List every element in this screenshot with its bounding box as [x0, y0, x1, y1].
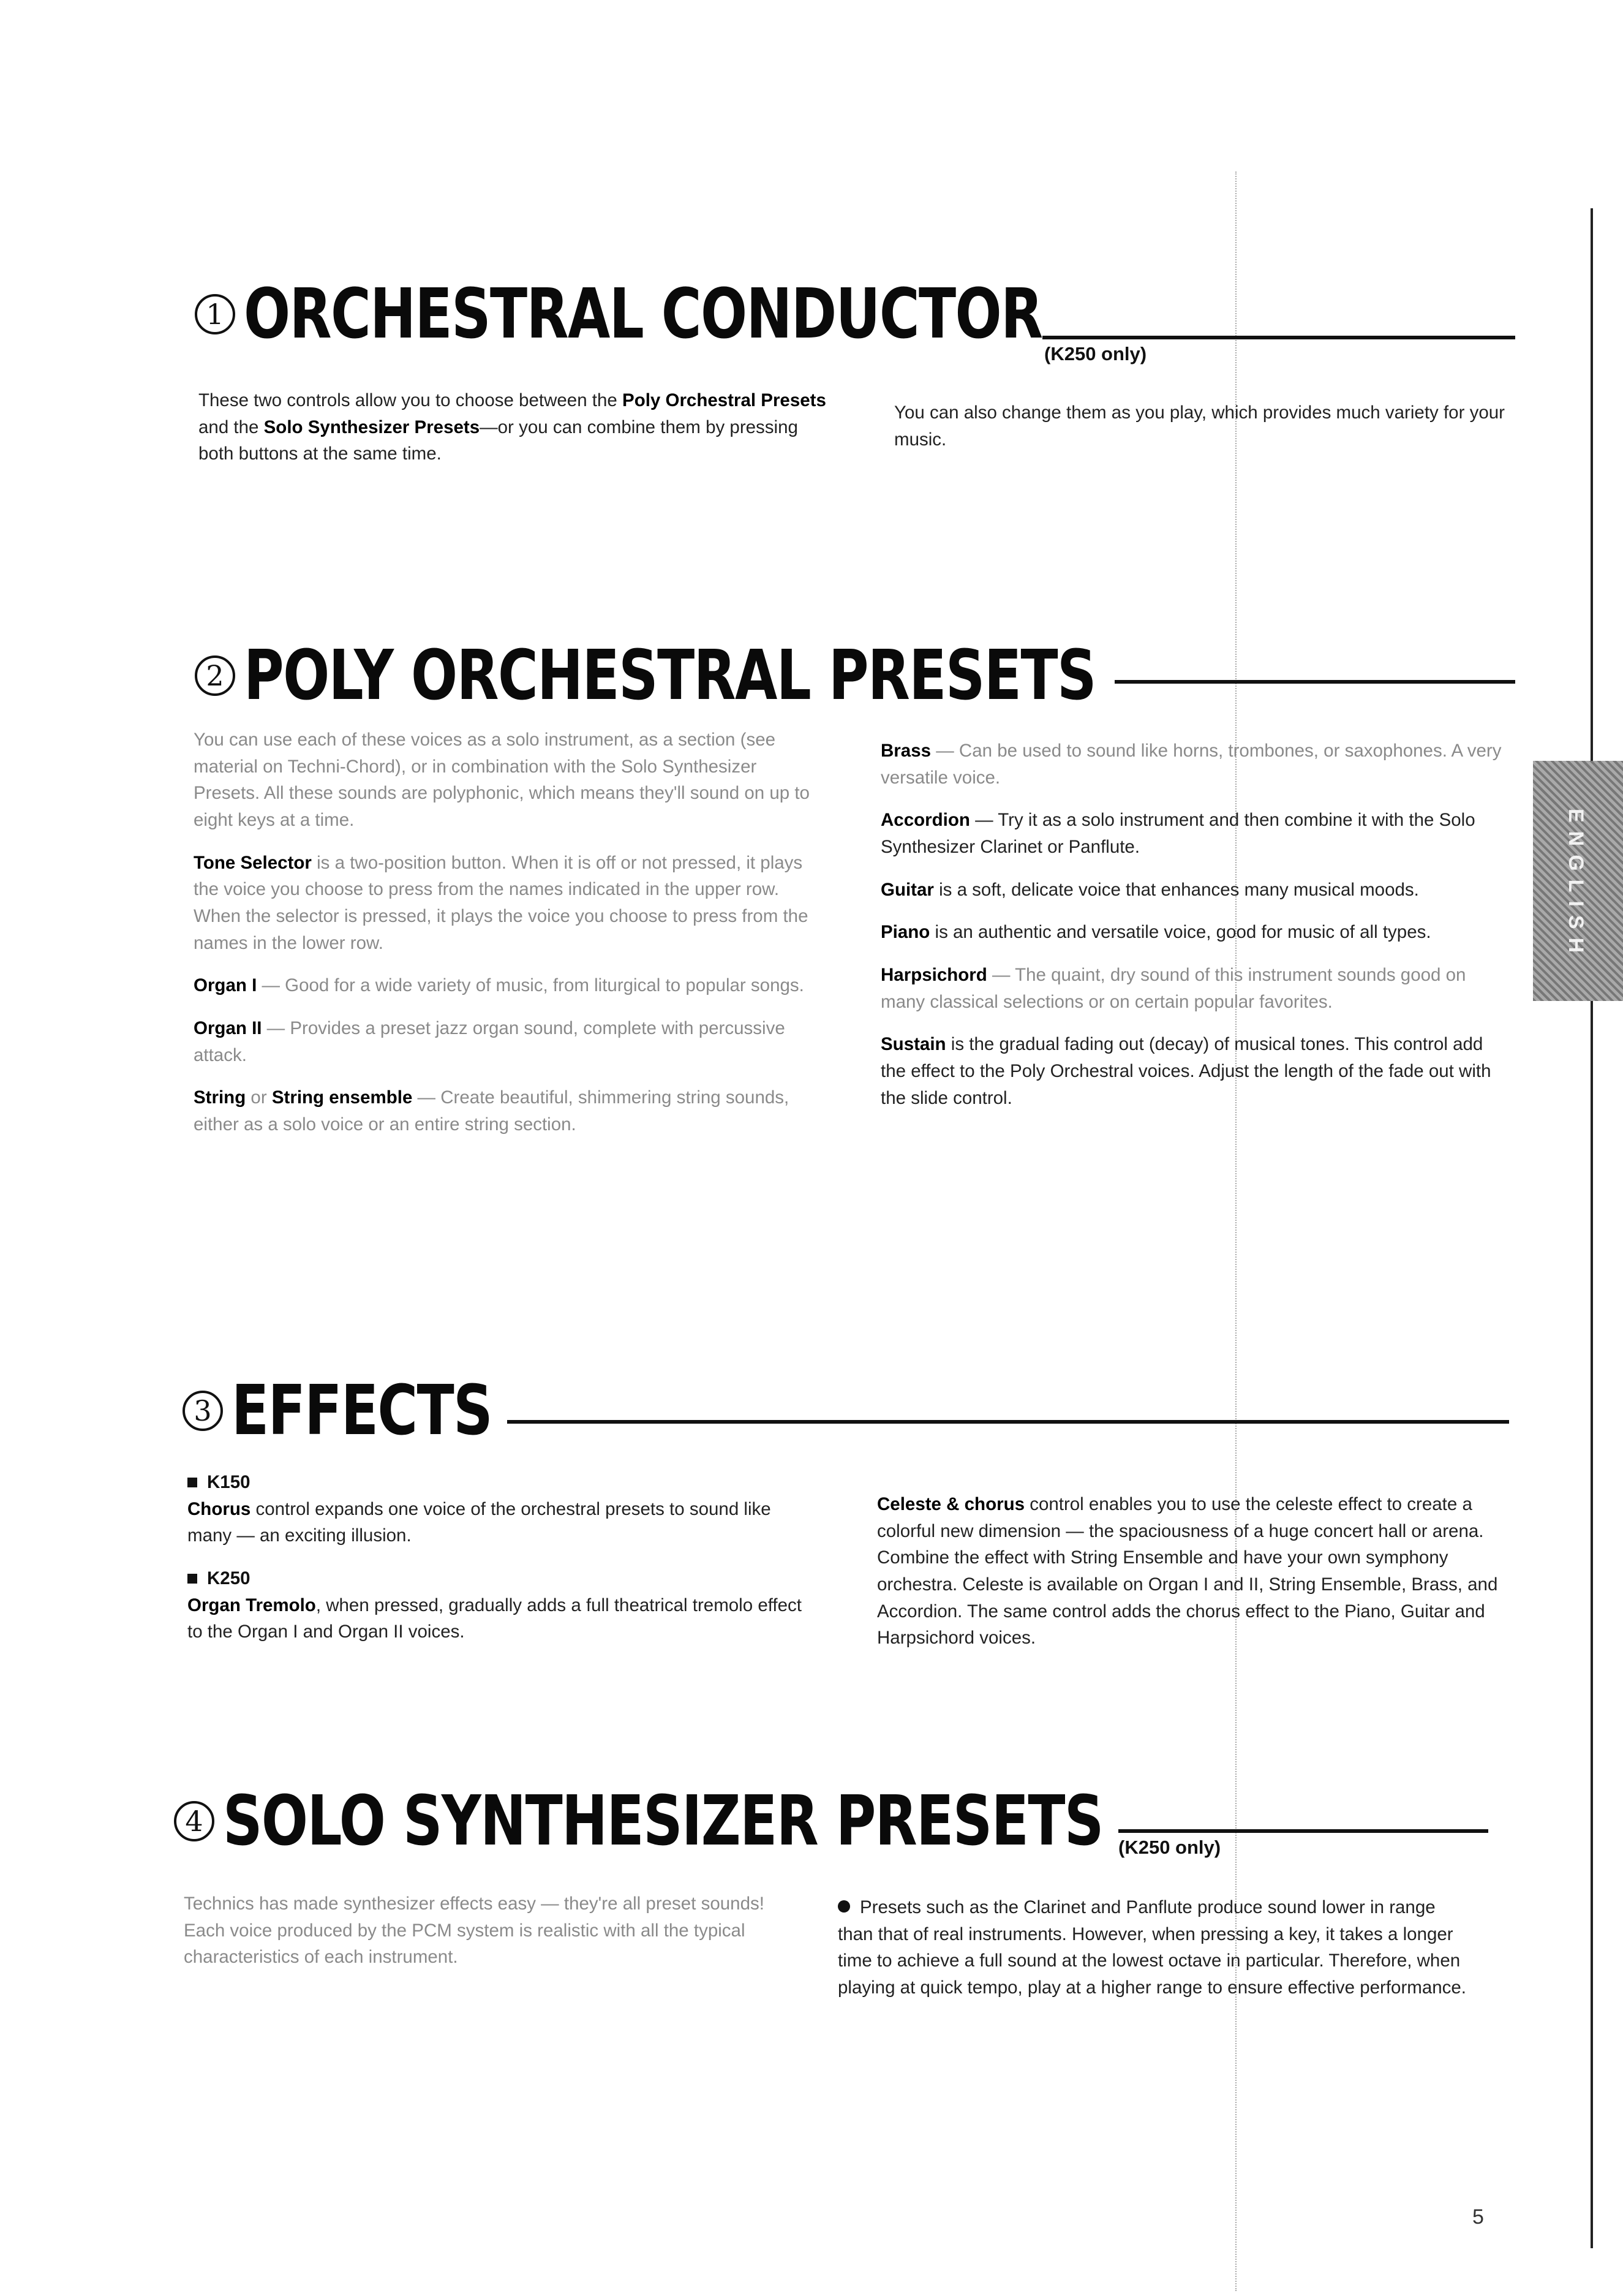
section-2-left-column — [194, 727, 818, 1154]
section-3-left-column — [187, 1469, 812, 1661]
model-label: K150 — [187, 1469, 812, 1496]
paragraph: Technics has made synthesizer effects easy — they're all preset sounds! Each voice produced by the PCM system is realistic with all the typical characteristics of each instrument. — [184, 1894, 764, 1968]
paragraph: You can also change them as you play, which provides much variety for your music. — [894, 402, 1505, 450]
model-label: K250 — [187, 1565, 812, 1592]
model-tag: (K250 only) — [1044, 343, 1147, 364]
paragraph: String or String ensemble — Create beautiful, shimmering string sounds, either as a solo voice or an entire string section. — [194, 1087, 789, 1135]
section-rule — [1042, 336, 1515, 339]
paragraph: Piano is an authentic and versatile voice, good for music of all types. — [881, 922, 1431, 943]
section-title: POLY ORCHESTRAL PRESETS — [244, 636, 1096, 716]
bullet-paragraph: Presets such as the Clarinet and Panflute produce sound lower in range than that of real instruments. However, when pressing a key, it takes a longer time to achieve a full sound at the lowest octave in particular. Therefore, when playing at quick tempo, play at a higher range to ensure effective performance. — [838, 1897, 1467, 1998]
paragraph: Organ Tremolo, when pressed, gradually adds a full theatrical tremolo effect to the Organ I and Organ II voices. — [187, 1595, 802, 1642]
section-title: ORCHESTRAL CONDUCTOR — [244, 274, 1042, 354]
section-1-header — [195, 274, 1241, 354]
section-4-left-column — [184, 1890, 802, 1987]
section-rule — [1115, 680, 1515, 684]
square-bullet-icon — [187, 1478, 197, 1487]
page-number: 5 — [1472, 2205, 1484, 2229]
section-number-badge: 3 — [183, 1391, 223, 1431]
page-edge-line — [1591, 208, 1593, 2248]
paragraph: Sustain is the gradual fading out (decay) of musical tones. This control add the effect to the Poly Orchestral voices. Adjust the length of the fade out with the slide control. — [881, 1034, 1491, 1108]
section-title: SOLO SYNTHESIZER PRESETS — [223, 1781, 1103, 1861]
bullet-icon — [838, 1900, 850, 1913]
section-4-right-column — [838, 1894, 1469, 2017]
paragraph: Celeste & chorus control enables you to use the celeste effect to create a colorful new dimension — the spaciousness of a huge concert hall or arena. Combine the effect with String Ensemble and have your own symphony orchestra. Celeste is available on Organ I and II, String Ensemble, Brass, and Accordion. The same control adds the chorus effect to the Piano, Guitar and Harpsichord voices. — [877, 1494, 1498, 1648]
language-side-tab-label: ENGLISH — [1564, 809, 1587, 962]
paragraph: Guitar is a soft, delicate voice that enhances many musical moods. — [881, 879, 1419, 900]
section-title: EFFECTS — [232, 1371, 492, 1451]
section-3-header — [183, 1371, 557, 1451]
section-number-badge: 4 — [174, 1801, 214, 1841]
paragraph: Accordion — Try it as a solo instrument and then combine it with the Solo Synthesizer Clarinet or Panflute. — [881, 810, 1475, 857]
section-1-left-column — [198, 387, 826, 483]
section-1-right-column — [894, 399, 1522, 469]
section-rule — [507, 1420, 1509, 1424]
section-rule — [1118, 1829, 1488, 1833]
section-2-right-column — [881, 738, 1512, 1127]
paragraph: Chorus control expands one voice of the orchestral presets to sound like many — an exciting illusion. — [187, 1498, 771, 1546]
paragraph: Tone Selector is a two-position button. When it is off or not pressed, it plays the voice you choose to press from the names indicated in the upper row. When the selector is pressed, it plays the voice you choose to press from the names in the lower row. — [194, 852, 808, 953]
section-number-badge: 1 — [195, 294, 235, 334]
paragraph: Organ II — Provides a preset jazz organ sound, complete with percussive attack. — [194, 1018, 785, 1065]
square-bullet-icon — [187, 1574, 197, 1584]
paragraph: You can use each of these voices as a solo instrument, as a section (see material on Techni-Chord), or in combination with the Solo Synthesizer Presets. All these sounds are polyphonic, which means they'll sound on up to eight keys at a time. — [194, 730, 810, 830]
paragraph: Organ I — Good for a wide variety of music, from liturgical to popular songs. — [194, 975, 804, 996]
paragraph: Brass — Can be used to sound like horns, trombones, or saxophones. A very versatile voice. — [881, 741, 1502, 788]
section-3-right-column — [877, 1491, 1508, 1667]
section-number-badge: 2 — [195, 655, 235, 696]
section-2-header — [195, 636, 1309, 716]
paragraph: Harpsichord — The quaint, dry sound of this instrument sounds good on many classical selections or on certain popular favorites. — [881, 964, 1466, 1012]
model-tag: (K250 only) — [1118, 1837, 1221, 1858]
paragraph: These two controls allow you to choose between the Poly Orchestral Presets and the Solo Synthesizer Presets—or you can combine them by pressing both buttons at the same time. — [198, 390, 826, 464]
